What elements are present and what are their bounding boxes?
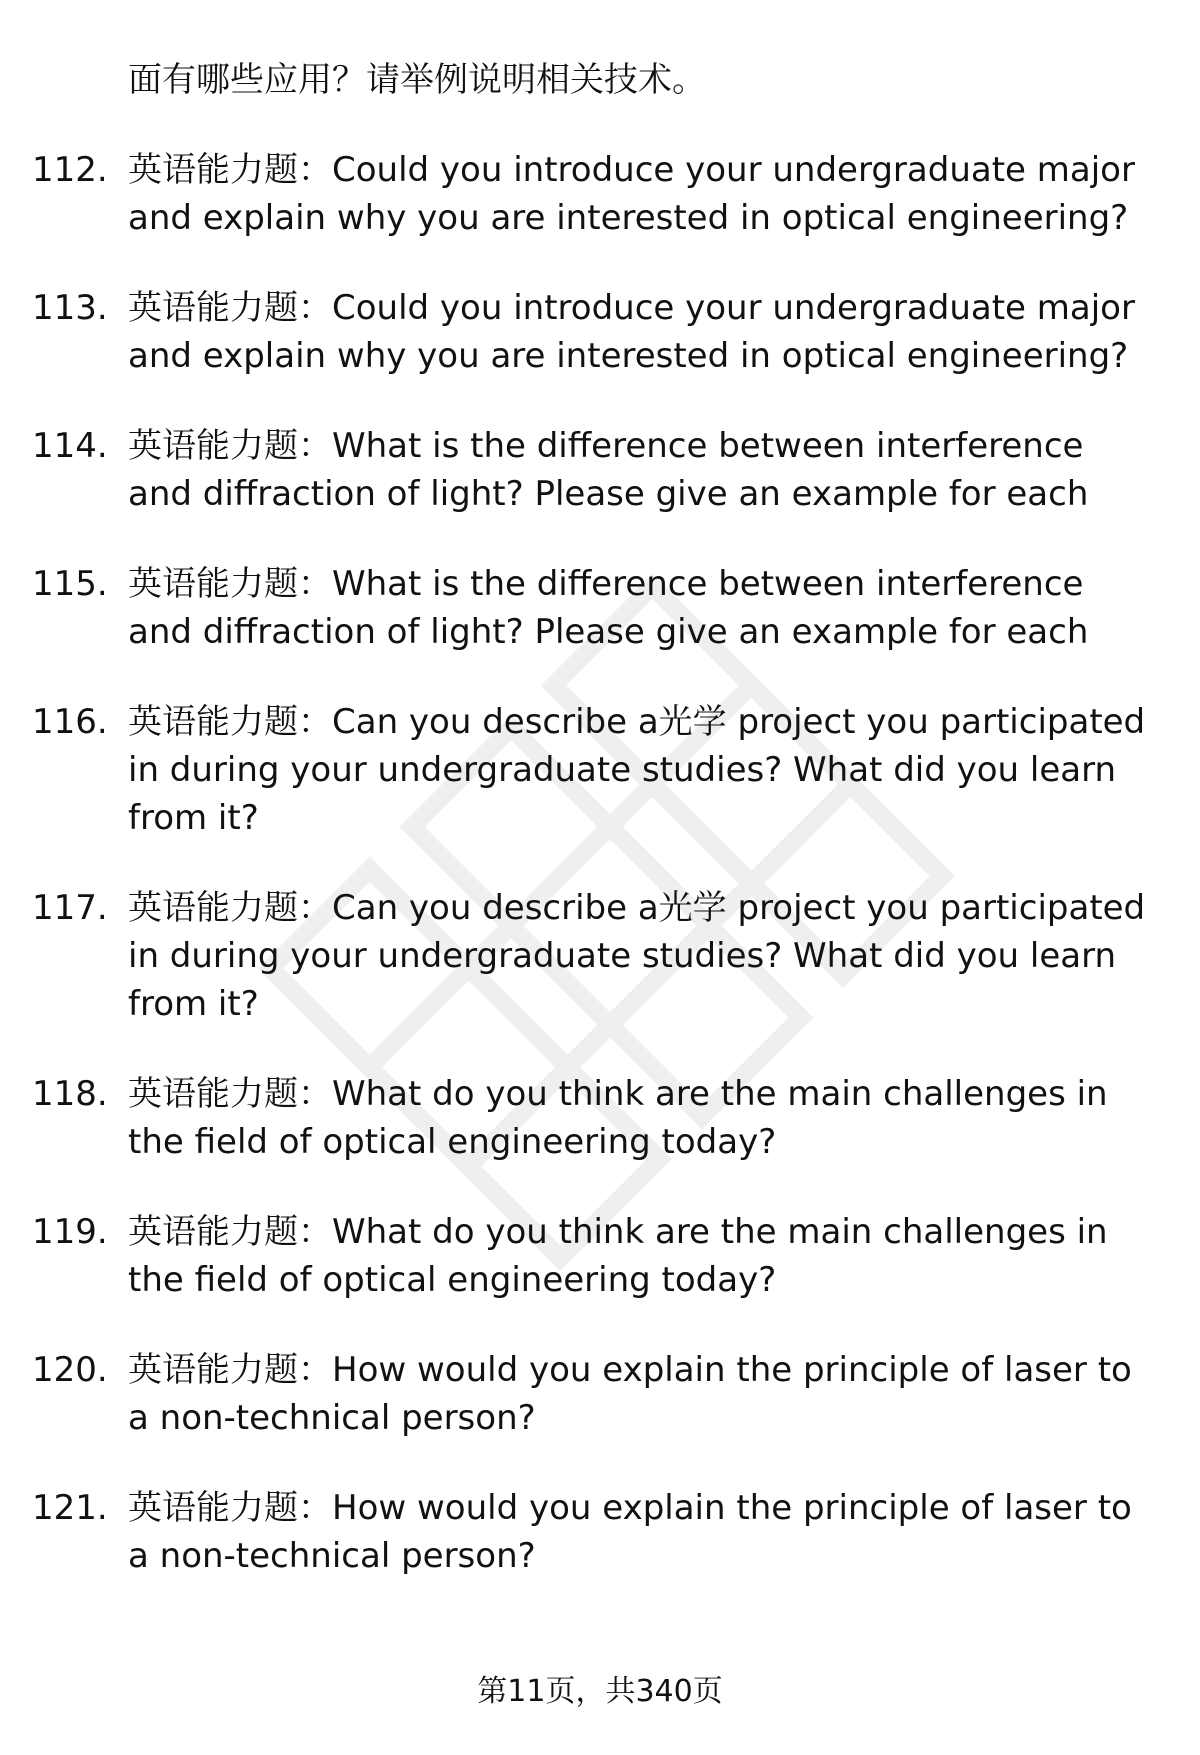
question-number: 120.: [32, 1350, 108, 1390]
question-item: [32, 1208, 1152, 1304]
question-text: 英语能力题：Can you describe a光学 project you participated in during your undergraduate studies? What did you learn from it?: [128, 702, 1146, 838]
question-number: 119.: [32, 1212, 108, 1252]
question-text: 英语能力题：Could you introduce your undergraduate major and explain why you are interested in optical engineering?: [128, 150, 1135, 238]
question-text: 英语能力题：What is the difference between interference and diffraction of light? Please give an example for each: [128, 426, 1089, 514]
page-footer: 第11页，共340页: [477, 1674, 723, 1709]
question-number: 112.: [32, 150, 108, 190]
question-number: 113.: [32, 288, 108, 328]
question-text: 英语能力题：Could you introduce your undergraduate major and explain why you are interested in optical engineering?: [128, 288, 1135, 376]
question-item: [32, 1070, 1152, 1166]
question-text: 英语能力题：What do you think are the main challenges in the field of optical engineering today?: [128, 1074, 1108, 1162]
question-item: [32, 560, 1152, 656]
question-item: [32, 146, 1152, 242]
question-text: 英语能力题：What is the difference between interference and diffraction of light? Please give an example for each: [128, 564, 1089, 652]
question-number: 117.: [32, 888, 108, 928]
question-item: [32, 422, 1152, 518]
question-list: [32, 146, 1152, 1580]
question-text: 英语能力题：How would you explain the principle of laser to a non-technical person?: [128, 1350, 1132, 1438]
question-number: 118.: [32, 1074, 108, 1114]
question-text: 英语能力题：How would you explain the principle of laser to a non-technical person?: [128, 1488, 1132, 1576]
continuation-text: 面有哪些应用？请举例说明相关技术。: [128, 60, 706, 100]
document-content: [32, 56, 1152, 1622]
question-text: 英语能力题：Can you describe a光学 project you participated in during your undergraduate studies? What did you learn from it?: [128, 888, 1146, 1024]
question-number: 116.: [32, 702, 108, 742]
question-text: 英语能力题：What do you think are the main challenges in the field of optical engineering today?: [128, 1212, 1108, 1300]
question-item: [32, 1484, 1152, 1580]
question-number: 115.: [32, 564, 108, 604]
question-item: [32, 884, 1152, 1028]
question-item: [32, 1346, 1152, 1442]
question-item: [32, 698, 1152, 842]
question-item: [32, 284, 1152, 380]
question-number: 114.: [32, 426, 108, 466]
question-number: 121.: [32, 1488, 108, 1528]
